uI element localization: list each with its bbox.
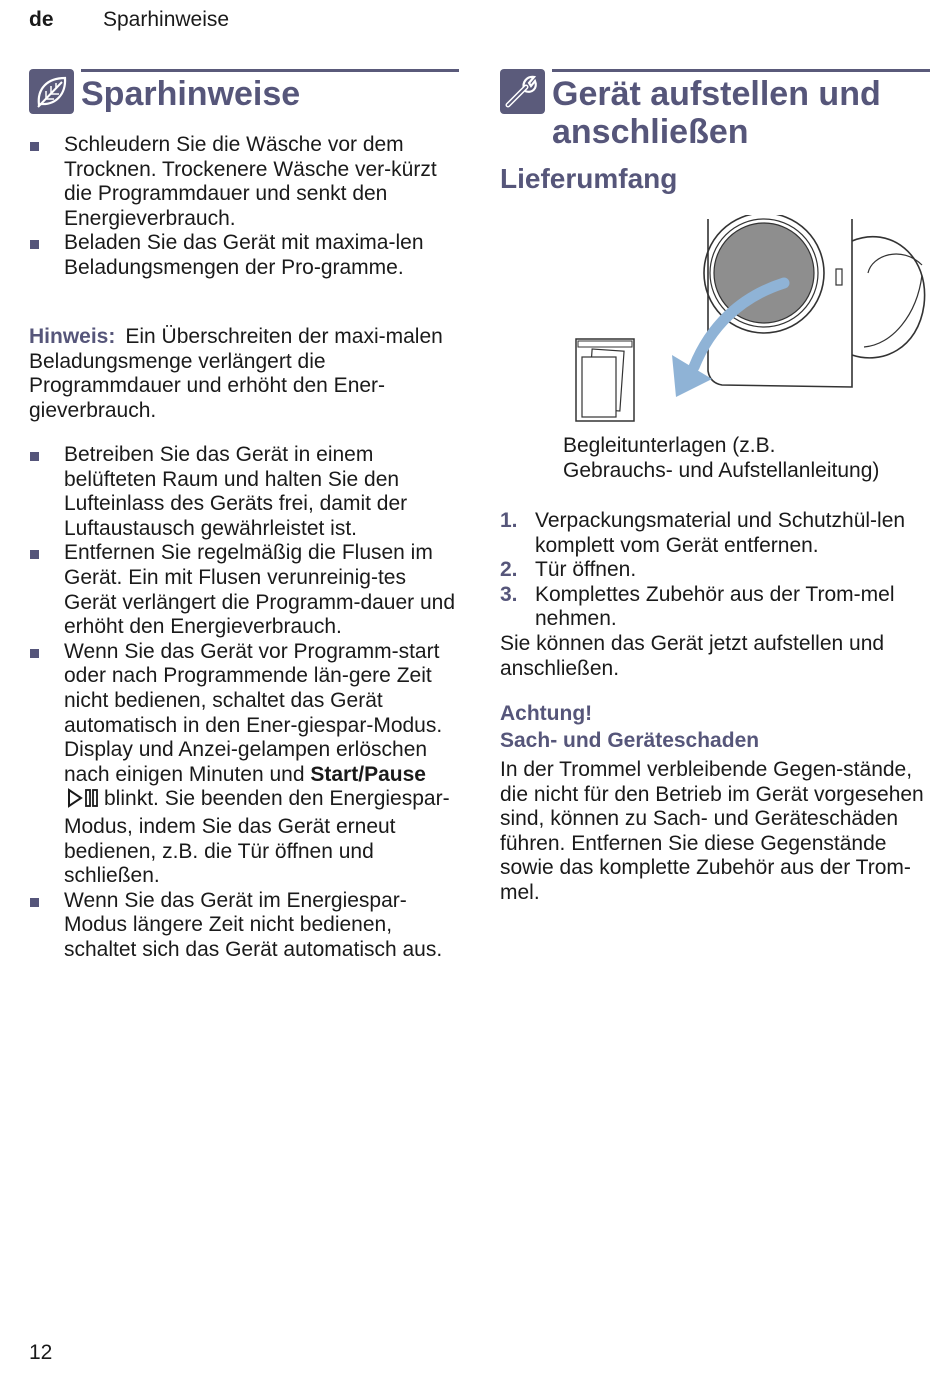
dryer-illustration: [572, 215, 930, 427]
subheading-lieferumfang: Lieferumfang: [500, 163, 678, 194]
bullet-list-1: [29, 133, 459, 281]
bullet-list-2: [29, 443, 459, 962]
list-item: 1. Verpackungsmaterial und Schutzhül-len komplett vom Gerät entfernen.: [500, 509, 906, 557]
page-number: 12: [29, 1341, 53, 1364]
bullet-square-icon: [30, 649, 39, 658]
delivery-illustration: [572, 215, 930, 427]
bullet-square-icon: [30, 452, 39, 461]
bullet-square-icon: [30, 240, 39, 249]
note-paragraph: [29, 325, 459, 423]
list-item: 3. Komplettes Zubehör aus der Trom-mel nehmen.: [500, 582, 895, 631]
key-separator: /: [358, 762, 365, 786]
warning-title: Achtung!: [500, 702, 593, 725]
bullet-square-icon: [30, 550, 39, 559]
title-rule: [552, 69, 930, 72]
after-steps-text: Sie können das Gerät jetzt aufstellen und anschließen.: [500, 632, 885, 680]
step-number: 2.: [500, 558, 518, 582]
list-item: Wenn Sie das Gerät vor Programm-start oder nach Programmende län-gere Zeit nicht bedienen, schaltet das Gerät automatisch in den Ener-giespar-Modus. Display und Anzei-gelampen erlöschen nach einigen Minuten und Start/Pauseblinkt. Sie beenden den Energiespar-Modus, indem Sie das Gerät erneut bedienen, z.B. die Tür öffnen und schließen.: [29, 640, 459, 889]
list-item: Schleudern Sie die Wäsche vor dem Trocknen. Trockenere Wäsche ver-kürzt die Programmdauer und senkt den Energieverbrauch.: [29, 133, 459, 231]
list-item: Beladen Sie das Gerät mit maxima-len Beladungsmengen der Pro-gramme.: [29, 231, 459, 280]
warning-subtitle: Sach- und Geräteschaden: [500, 729, 760, 752]
list-item: 2. Tür öffnen.: [500, 558, 637, 582]
page-title: Sparhinweise: [81, 75, 301, 113]
step-number: 1.: [500, 509, 518, 532]
figure-caption-line-2: Gebrauchs- und Aufstellanleitung): [563, 458, 880, 482]
title-line-1: Gerät aufstellen und: [552, 75, 881, 113]
warning-text: In der Trommel verbleibende Gegen-stände, die nicht für den Betrieb im Gerät vorgesehen sind, können zu Sach- und Geräteschäden führen. Entfernen Sie diese Gegenstände sowie das komplette Zubehör aus der Trom-mel.: [500, 758, 924, 904]
note-text: Ein Überschreiten der maxi-malen Beladungsmenge verlängert die Programmdauer und erhöht den Ener-gieverbrauch.: [29, 325, 443, 422]
bullet-square-icon: [30, 898, 39, 907]
setup-steps: [500, 509, 930, 632]
wrench-icon: [500, 69, 545, 114]
title-line-2: anschließen: [552, 113, 749, 151]
figure-caption-line-1: Begleitunterlagen (z.B.: [563, 434, 776, 457]
list-item: Entfernen Sie regelmäßig die Flusen im Gerät. Ein mit Flusen verunreinig-tes Gerät verlängert die Programm-dauer und erhöht den Energieverbrauch.: [29, 541, 459, 639]
bullet-square-icon: [30, 142, 39, 151]
step-number: 3.: [500, 582, 518, 606]
list-item: Betreiben Sie das Gerät in einem belüfteten Raum und halten Sie den Lufteinlass des Geräts frei, damit der Luftaustausch gewährleistet ist.: [29, 443, 459, 541]
figure-caption: [563, 434, 930, 483]
note-label: Hinweis:: [29, 325, 116, 348]
section-title-text: [552, 75, 930, 151]
title-rule: [81, 69, 459, 72]
header-section: Sparhinweise: [103, 8, 230, 31]
pause-key-label: Pause: [364, 762, 426, 786]
start-key-label: Start: [310, 762, 359, 786]
leaf-icon: [29, 69, 74, 114]
list-item: Wenn Sie das Gerät im Energiespar-Modus längere Zeit nicht bedienen, schaltet sich das Gerät automatisch aus.: [29, 889, 459, 963]
play-pause-icon: [67, 788, 101, 815]
header-lang: de: [29, 8, 54, 31]
